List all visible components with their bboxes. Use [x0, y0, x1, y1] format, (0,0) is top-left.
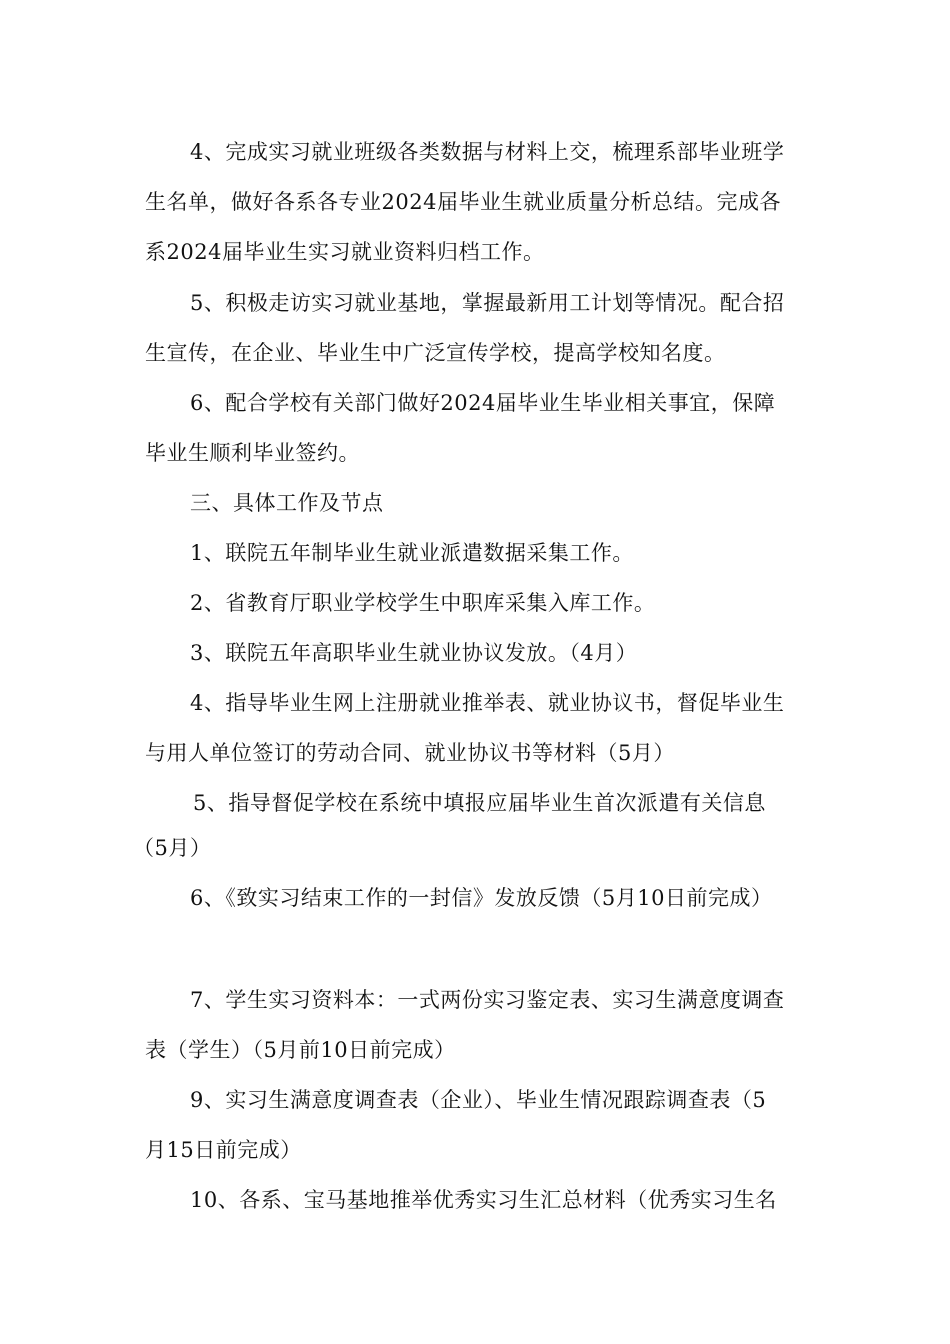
section-heading: 三、具体工作及节点	[190, 491, 384, 515]
item-5-line-1: 5、指导督促学校在系统中填报应届毕业生首次派遣有关信息	[193, 791, 766, 815]
item-2: 2、省教育厅职业学校学生中职库采集入库工作。	[190, 591, 656, 615]
item-7-line-2: 表（学生）（5月前10日前完成）	[145, 1038, 456, 1062]
p4-line-2: 生名单，做好各系各专业2024届毕业生就业质量分析总结。完成各	[145, 190, 781, 214]
item-4-line-2: 与用人单位签订的劳动合同、就业协议书等材料（5月）	[145, 741, 675, 765]
item-9-line-1: 9、实习生满意度调查表（企业）、毕业生情况跟踪调查表（5	[190, 1088, 767, 1112]
p5-line-1: 5、积极走访实习就业基地，掌握最新用工计划等情况。配合招	[190, 291, 785, 315]
item-7-line-1: 7、学生实习资料本：一式两份实习鉴定表、实习生满意度调查	[190, 988, 785, 1012]
p4-line-3: 系2024届毕业生实习就业资料归档工作。	[145, 240, 545, 264]
item-3: 3、联院五年高职毕业生就业协议发放。（4月）	[190, 641, 638, 665]
p4-line-1: 4、完成实习就业班级各类数据与材料上交，梳理系部毕业班学	[190, 140, 785, 164]
item-6: 6、《致实习结束工作的一封信》发放反馈（5月10日前完成）	[190, 886, 773, 910]
item-1: 1、联院五年制毕业生就业派遣数据采集工作。	[190, 541, 634, 565]
item-4-line-1: 4、指导毕业生网上注册就业推举表、就业协议书，督促毕业生	[190, 691, 785, 715]
item-5-line-2: （5月）	[133, 836, 212, 860]
p6-line-2: 毕业生顺利毕业签约。	[145, 441, 360, 465]
item-9-line-2: 月15日前完成）	[145, 1138, 302, 1162]
item-10-line-1: 10、各系、宝马基地推举优秀实习生汇总材料（优秀实习生名	[190, 1188, 777, 1212]
p6-line-1: 6、配合学校有关部门做好2024届毕业生毕业相关事宜，保障	[190, 391, 776, 415]
p5-line-2: 生宣传，在企业、毕业生中广泛宣传学校，提高学校知名度。	[145, 341, 726, 365]
